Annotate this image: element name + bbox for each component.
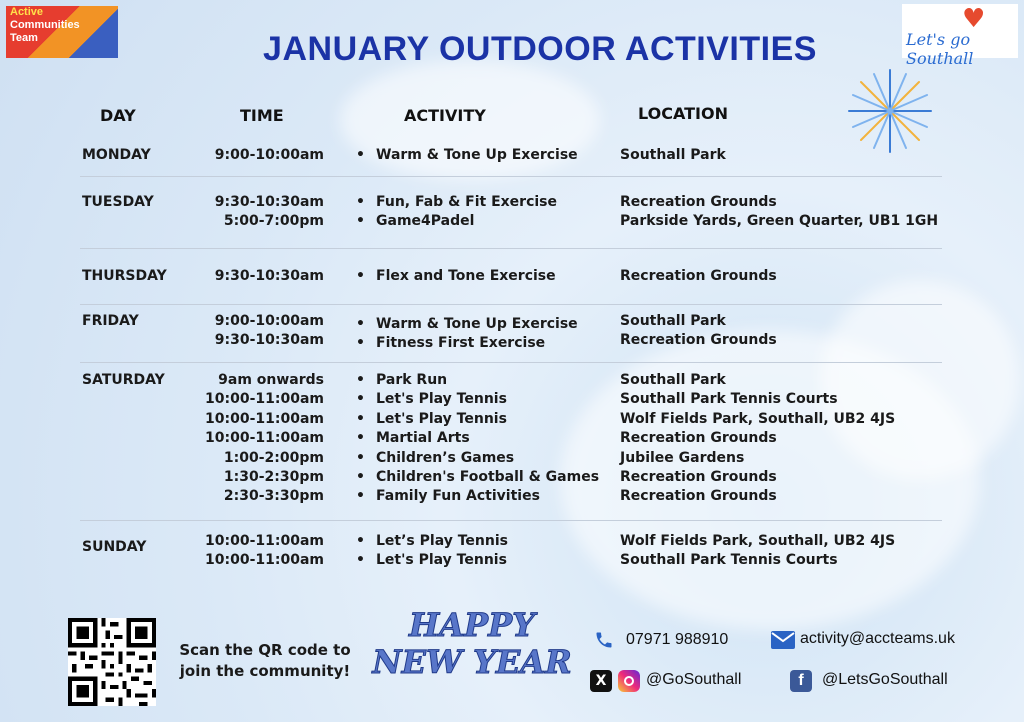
activity-entry: • Warm & Tone Up Exercise: [356, 315, 578, 334]
email-icon: [770, 630, 796, 650]
x-icon[interactable]: X: [590, 670, 612, 692]
row-divider: [80, 248, 942, 249]
day-label: MONDAY: [82, 147, 151, 163]
phone-number[interactable]: 07971 988910: [626, 631, 729, 648]
day-label: TUESDAY: [82, 194, 154, 210]
location-entry: Southall Park Tennis Courts: [620, 391, 838, 408]
day-label: THURSDAY: [82, 268, 167, 284]
qr-caption: [170, 640, 360, 682]
header-time: TIME: [240, 106, 284, 125]
qr-code[interactable]: [68, 618, 156, 706]
logo-line: Active: [10, 6, 44, 18]
location-list: [620, 532, 895, 571]
time-entry: 10:00-11:00am: [205, 552, 324, 569]
time-entry: 1:00-2:00pm: [223, 449, 324, 466]
header-location: LOCATION: [638, 104, 728, 123]
location-entry: Southall Park: [620, 147, 726, 163]
activity-entry: • Martial Arts: [356, 429, 599, 448]
row-divider: [80, 362, 942, 363]
row-divider: [80, 304, 942, 305]
time-entry: 10:00-11:00am: [205, 410, 324, 427]
time-entry: 9:00-10:00am: [214, 147, 324, 163]
activity-entry: • Let’s Play Tennis: [356, 532, 508, 551]
qr-caption-line: join the community!: [179, 662, 351, 680]
activity-entry: • Park Run: [356, 371, 599, 390]
activity-entry: • Fitness First Exercise: [356, 334, 578, 353]
time-entry: 9:30-10:30am: [214, 194, 324, 210]
location-list: [620, 267, 777, 286]
location-entry: Southall Park Tennis Courts: [620, 552, 838, 569]
page-title: JANUARY OUTDOOR ACTIVITIES: [263, 30, 817, 68]
activity-entry: • Children’s Games: [356, 449, 599, 468]
location-entry: Recreation Grounds: [620, 332, 777, 349]
activity-entry: • Flex and Tone Exercise: [356, 267, 556, 286]
location-entry: Recreation Grounds: [620, 268, 777, 284]
time-entry: 5:00-7:00pm: [223, 213, 324, 230]
time-list: [190, 532, 324, 571]
activity-entry: • Warm & Tone Up Exercise: [356, 146, 578, 165]
location-entry: Recreation Grounds: [620, 194, 777, 210]
time-entry: 9:00-10:00am: [214, 313, 324, 329]
heart-icon: ♥: [962, 4, 986, 34]
happy-new-year-greeting: [372, 606, 572, 680]
location-list: [620, 193, 938, 232]
day-label: FRIDAY: [82, 313, 139, 329]
row-divider: [80, 520, 942, 521]
phone-icon: [594, 630, 614, 650]
day-label: SATURDAY: [82, 372, 165, 388]
time-entry: 10:00-11:00am: [205, 430, 324, 447]
fireworks-icon: [845, 66, 935, 156]
location-entry: Recreation Grounds: [620, 469, 777, 486]
activity-entry: • Game4Padel: [356, 212, 557, 231]
time-list: [190, 146, 324, 165]
time-list: [190, 371, 324, 507]
location-entry: Parkside Yards, Green Quarter, UB1 1GH: [620, 213, 939, 230]
location-entry: Jubilee Gardens: [620, 449, 745, 466]
instagram-lens: [624, 676, 634, 686]
facebook-icon[interactable]: f: [790, 670, 812, 692]
activity-list: [356, 315, 578, 354]
activity-list: [356, 267, 556, 286]
activity-entry: • Family Fun Activities: [356, 487, 599, 506]
location-entry: Recreation Grounds: [620, 430, 777, 447]
activity-entry: • Fun, Fab & Fit Exercise: [356, 193, 557, 212]
location-list: [620, 371, 895, 507]
time-list: [190, 312, 324, 351]
time-list: [190, 193, 324, 232]
header-day: DAY: [100, 106, 136, 125]
time-entry: 9am onwards: [218, 372, 324, 388]
time-entry: 10:00-11:00am: [205, 533, 324, 549]
location-list: [620, 312, 777, 351]
time-entry: 10:00-11:00am: [205, 391, 324, 408]
instagram-icon[interactable]: [618, 670, 640, 692]
time-entry: 2:30-3:30pm: [223, 488, 324, 505]
time-entry: 1:30-2:30pm: [223, 469, 324, 486]
email-address[interactable]: activity@accteams.uk: [800, 630, 955, 647]
activity-list: [356, 532, 508, 571]
time-entry: 9:30-10:30am: [214, 268, 324, 284]
activity-entry: • Let's Play Tennis: [356, 390, 599, 409]
location-entry: Southall Park: [620, 313, 726, 329]
activity-entry: • Children's Football & Games: [356, 468, 599, 487]
location-entry: Wolf Fields Park, Southall, UB2 4JS: [620, 533, 896, 549]
location-entry: Wolf Fields Park, Southall, UB2 4JS: [620, 410, 896, 427]
activity-list: [356, 146, 578, 165]
header-activity: ACTIVITY: [404, 106, 486, 125]
activity-list: [356, 371, 599, 507]
greeting-line: HAPPY: [408, 606, 536, 644]
activity-entry: • Let's Play Tennis: [356, 551, 508, 570]
day-label: SUNDAY: [82, 539, 147, 555]
activity-entry: • Let's Play Tennis: [356, 410, 599, 429]
logo-line: Communities: [10, 19, 80, 31]
location-entry: Southall Park: [620, 372, 726, 388]
time-entry: 9:30-10:30am: [214, 332, 324, 349]
greeting-line: NEW YEAR: [372, 643, 572, 681]
row-divider: [80, 176, 942, 177]
activity-list: [356, 193, 557, 232]
social-handle[interactable]: @GoSouthall: [646, 671, 742, 688]
qr-caption-line: Scan the QR code to: [179, 641, 351, 659]
location-entry: Recreation Grounds: [620, 488, 777, 505]
logo-line: Team: [10, 32, 38, 44]
brand-logo-text: Let's go Southall: [906, 30, 974, 68]
facebook-handle[interactable]: @LetsGoSouthall: [822, 671, 948, 688]
location-list: [620, 146, 726, 165]
time-list: [190, 267, 324, 286]
